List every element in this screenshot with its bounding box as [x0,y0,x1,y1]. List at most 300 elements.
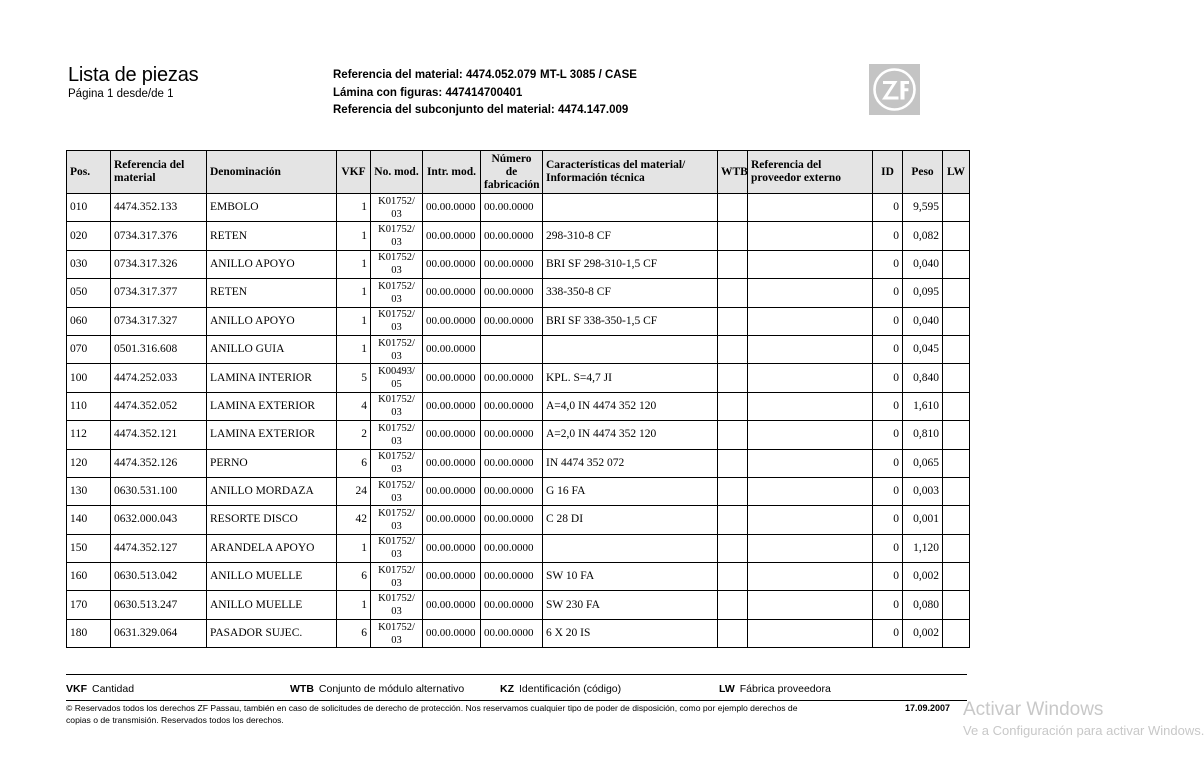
cell-numero-fabricacion: 00.00.0000 [481,449,543,477]
cell-no-mod-line2: 03 [391,492,402,504]
cell-peso: 0,065 [903,449,943,477]
table-row [67,194,970,222]
cell-numero-fabricacion: 00.00.0000 [481,392,543,420]
cell-pos: 100 [67,364,111,392]
cell-denominacion: RETEN [207,279,337,307]
cell-wtb [718,421,748,449]
cell-vkf: 42 [337,506,371,534]
cell-denominacion: LAMINA EXTERIOR [207,392,337,420]
parts-list-table [66,150,970,648]
cell-denominacion: PERNO [207,449,337,477]
cell-material-ref: 0632.000.043 [111,506,207,534]
cell-wtb [718,449,748,477]
cell-material-ref: 4474.352.133 [111,194,207,222]
cell-proveedor [748,194,873,222]
cell-id: 0 [873,194,903,222]
col-header-vkf [337,151,371,194]
col-header-pos [67,151,111,194]
col-header-proveedor-line1: Referencia del [751,159,822,171]
cell-no-mod-line1: K01752/ [378,422,415,434]
cell-id: 0 [873,335,903,363]
cell-no-mod-line1: K01752/ [378,536,415,548]
cell-lw [943,477,970,505]
cell-pos: 010 [67,194,111,222]
cell-id: 0 [873,364,903,392]
cell-id: 0 [873,307,903,335]
cell-lw [943,449,970,477]
cell-numero-fabricacion: 00.00.0000 [481,619,543,647]
table-body [67,194,970,648]
cell-peso: 0,840 [903,364,943,392]
cell-denominacion: EMBOLO [207,194,337,222]
cell-no-mod-line2: 03 [391,237,402,249]
material-reference-label: Referencia del material: 4474.052.079 [333,69,537,81]
cell-intr-mod: 00.00.0000 [423,619,481,647]
cell-wtb [718,335,748,363]
cell-caracteristicas: BRI SF 338-350-1,5 CF [543,307,718,335]
cell-no-mod-line2: 03 [391,322,402,334]
cell-no-mod-line2: 03 [391,435,402,447]
cell-pos: 130 [67,477,111,505]
cell-vkf: 5 [337,364,371,392]
cell-peso: 0,040 [903,250,943,278]
cell-numero-fabricacion: 00.00.0000 [481,194,543,222]
copyright-notice [66,703,896,726]
cell-intr-mod: 00.00.0000 [423,449,481,477]
table-row [67,307,970,335]
cell-no-mod [371,307,423,335]
cell-denominacion: PASADOR SUJEC. [207,619,337,647]
cell-numero-fabricacion: 00.00.0000 [481,477,543,505]
cell-vkf: 1 [337,307,371,335]
cell-proveedor [748,477,873,505]
cell-lw [943,279,970,307]
cell-no-mod [371,477,423,505]
cell-peso: 0,810 [903,421,943,449]
cell-vkf: 6 [337,563,371,591]
cell-no-mod [371,364,423,392]
cell-numero-fabricacion: 00.00.0000 [481,563,543,591]
table-row [67,477,970,505]
legend-code-lw: LW [719,683,735,695]
cell-no-mod-line1: K01752/ [378,451,415,463]
cell-id: 0 [873,506,903,534]
col-header-id-label: ID [881,165,894,178]
cell-vkf: 1 [337,591,371,619]
cell-lw [943,335,970,363]
cell-pos: 020 [67,222,111,250]
col-header-proveedor [748,151,873,194]
table-row [67,421,970,449]
cell-no-mod-line2: 03 [391,208,402,220]
cell-material-ref: 4474.352.121 [111,421,207,449]
cell-intr-mod: 00.00.0000 [423,477,481,505]
cell-peso: 0,002 [903,619,943,647]
col-header-proveedor-line2: proveedor externo [751,172,841,184]
cell-caracteristicas: G 16 FA [543,477,718,505]
col-header-caracteristicas-line1: Características del material/ [546,159,686,171]
col-header-wtb-label: WTB [721,165,748,178]
cell-material-ref: 0734.317.376 [111,222,207,250]
cell-numero-fabricacion: 00.00.0000 [481,591,543,619]
cell-peso: 0,001 [903,506,943,534]
cell-pos: 110 [67,392,111,420]
cell-proveedor [748,506,873,534]
cell-intr-mod: 00.00.0000 [423,506,481,534]
cell-lw [943,392,970,420]
cell-numero-fabricacion [481,335,543,363]
col-header-numero-fabricacion-line2: de [505,165,518,178]
cell-intr-mod: 00.00.0000 [423,534,481,562]
cell-numero-fabricacion: 00.00.0000 [481,250,543,278]
cell-wtb [718,534,748,562]
cell-pos: 030 [67,250,111,278]
cell-caracteristicas: BRI SF 298-310-1,5 CF [543,250,718,278]
legend-item-vkf [66,682,134,696]
cell-no-mod-line2: 03 [391,407,402,419]
cell-id: 0 [873,619,903,647]
windows-activation-watermark [963,698,1204,740]
cell-material-ref: 0501.316.608 [111,335,207,363]
cell-lw [943,250,970,278]
cell-vkf: 1 [337,335,371,363]
cell-no-mod [371,506,423,534]
cell-intr-mod: 00.00.0000 [423,279,481,307]
cell-material-ref: 4474.352.127 [111,534,207,562]
legend-item-kz [500,682,621,696]
cell-no-mod-line1: K01752/ [378,621,415,633]
cell-no-mod-line1: K01752/ [378,309,415,321]
cell-id: 0 [873,279,903,307]
cell-numero-fabricacion: 00.00.0000 [481,279,543,307]
cell-no-mod-line2: 03 [391,265,402,277]
cell-peso: 0,045 [903,335,943,363]
cell-intr-mod: 00.00.0000 [423,392,481,420]
cell-peso: 1,120 [903,534,943,562]
cell-proveedor [748,335,873,363]
cell-material-ref: 4474.252.033 [111,364,207,392]
cell-wtb [718,392,748,420]
cell-caracteristicas: 298-310-8 CF [543,222,718,250]
cell-wtb [718,279,748,307]
cell-material-ref: 0630.513.247 [111,591,207,619]
cell-numero-fabricacion: 00.00.0000 [481,506,543,534]
cell-vkf: 4 [337,392,371,420]
cell-intr-mod: 00.00.0000 [423,222,481,250]
cell-material-ref: 4474.352.126 [111,449,207,477]
cell-proveedor [748,563,873,591]
cell-wtb [718,477,748,505]
cell-numero-fabricacion: 00.00.0000 [481,364,543,392]
col-header-vkf-label: VKF [341,165,366,178]
cell-no-mod-line1: K01752/ [378,394,415,406]
material-reference-line [333,67,637,85]
cell-material-ref: 0630.513.042 [111,563,207,591]
cell-no-mod [371,534,423,562]
table-row [67,335,970,363]
cell-wtb [718,222,748,250]
table-header-row [67,151,970,194]
cell-peso: 0,003 [903,477,943,505]
cell-wtb [718,506,748,534]
col-header-peso [903,151,943,194]
cell-no-mod [371,421,423,449]
cell-no-mod-line2: 03 [391,577,402,589]
cell-no-mod [371,449,423,477]
cell-no-mod [371,222,423,250]
cell-caracteristicas: 6 X 20 IS [543,619,718,647]
cell-proveedor [748,534,873,562]
table-row [67,591,970,619]
cell-no-mod-line1: K01752/ [378,195,415,207]
cell-id: 0 [873,222,903,250]
cell-no-mod [371,591,423,619]
col-header-lw [943,151,970,194]
cell-pos: 180 [67,619,111,647]
cell-no-mod-line2: 03 [391,293,402,305]
table-row [67,449,970,477]
cell-denominacion: ARANDELA APOYO [207,534,337,562]
cell-lw [943,506,970,534]
cell-wtb [718,194,748,222]
cell-caracteristicas: 338-350-8 CF [543,279,718,307]
legend-text-wtb: Conjunto de módulo alternativo [318,683,465,695]
cell-vkf: 24 [337,477,371,505]
cell-pos: 120 [67,449,111,477]
cell-intr-mod: 00.00.0000 [423,250,481,278]
col-header-denominacion-label: Denominación [210,165,281,178]
table-row [67,250,970,278]
cell-numero-fabricacion: 00.00.0000 [481,534,543,562]
cell-caracteristicas: SW 10 FA [543,563,718,591]
cell-peso: 0,095 [903,279,943,307]
cell-no-mod-line1: K01752/ [378,507,415,519]
col-header-wtb [718,151,748,194]
cell-intr-mod: 00.00.0000 [423,591,481,619]
col-header-numero-fabricacion [481,151,543,194]
cell-lw [943,619,970,647]
cell-lw [943,222,970,250]
cell-wtb [718,619,748,647]
cell-peso: 9,595 [903,194,943,222]
cell-no-mod-line1: K01752/ [378,280,415,292]
cell-caracteristicas [543,194,718,222]
page-title: Lista de piezas [68,64,199,86]
cell-denominacion: ANILLO APOYO [207,250,337,278]
cell-caracteristicas [543,534,718,562]
cell-denominacion: ANILLO GUIA [207,335,337,363]
cell-no-mod-line2: 03 [391,464,402,476]
cell-pos: 060 [67,307,111,335]
cell-peso: 0,080 [903,591,943,619]
cell-vkf: 2 [337,421,371,449]
copyright-line-1: © Reservados todos los derechos ZF Passau, también en caso de solicitudes de derecho de protección. Nos reservamos cualquier tipo de poder de disposición, como por ejemplo derechos de [66,703,798,713]
col-header-lw-label: LW [946,165,966,178]
cell-vkf: 1 [337,250,371,278]
table-row [67,619,970,647]
cell-lw [943,194,970,222]
cell-no-mod-line1: K01752/ [378,564,415,576]
col-header-numero-fabricacion-line3: fabricación [484,178,540,191]
cell-lw [943,591,970,619]
cell-no-mod [371,335,423,363]
cell-vkf: 6 [337,449,371,477]
col-header-caracteristicas-line2: Información técnica [546,172,645,184]
table-row [67,364,970,392]
cell-no-mod [371,279,423,307]
cell-no-mod-line1: K01752/ [378,224,415,236]
cell-no-mod-line2: 03 [391,520,402,532]
cell-material-ref: 4474.352.052 [111,392,207,420]
cell-no-mod [371,194,423,222]
cell-wtb [718,591,748,619]
cell-intr-mod: 00.00.0000 [423,563,481,591]
cell-no-mod-line2: 03 [391,549,402,561]
legend-item-lw [719,682,831,696]
cell-pos: 150 [67,534,111,562]
cell-id: 0 [873,563,903,591]
table-row [67,222,970,250]
cell-pos: 170 [67,591,111,619]
cell-id: 0 [873,250,903,278]
col-header-pos-label: Pos. [70,165,91,178]
cell-peso: 0,040 [903,307,943,335]
cell-id: 0 [873,449,903,477]
cell-denominacion: LAMINA INTERIOR [207,364,337,392]
cell-intr-mod: 00.00.0000 [423,335,481,363]
cell-no-mod [371,563,423,591]
cell-id: 0 [873,534,903,562]
table-row [67,563,970,591]
cell-vkf: 1 [337,222,371,250]
table-row [67,279,970,307]
cell-proveedor [748,222,873,250]
cell-pos: 140 [67,506,111,534]
cell-no-mod-line1: K01752/ [378,252,415,264]
activation-title: Activar Windows [963,699,1104,720]
footer-divider-top [66,674,967,675]
col-header-no-mod [371,151,423,194]
cell-pos: 050 [67,279,111,307]
cell-material-ref: 0734.317.326 [111,250,207,278]
cell-id: 0 [873,477,903,505]
col-header-material-ref-line1: Referencia del [114,159,185,171]
cell-vkf: 1 [337,279,371,307]
cell-intr-mod: 00.00.0000 [423,194,481,222]
footer-legend [66,682,967,698]
cell-caracteristicas: A=4,0 IN 4474 352 120 [543,392,718,420]
col-header-no-mod-label: No. mod. [374,165,419,178]
cell-no-mod-line2: 03 [391,350,402,362]
cell-denominacion: LAMINA EXTERIOR [207,421,337,449]
cell-no-mod [371,392,423,420]
cell-caracteristicas: KPL. S=4,7 JI [543,364,718,392]
cell-caracteristicas: SW 230 FA [543,591,718,619]
legend-text-kz: Identificación (código) [519,683,622,695]
cell-proveedor [748,392,873,420]
cell-vkf: 1 [337,534,371,562]
cell-no-mod-line2: 03 [391,606,402,618]
cell-id: 0 [873,591,903,619]
col-header-intr-mod [423,151,481,194]
cell-no-mod-line1: K01752/ [378,593,415,605]
cell-numero-fabricacion: 00.00.0000 [481,421,543,449]
cell-caracteristicas: A=2,0 IN 4474 352 120 [543,421,718,449]
page-subtitle: Página 1 desde/de 1 [68,88,174,100]
copyright-line-2: copias o de transmisión. Reservados todos los derechos. [66,714,284,725]
cell-intr-mod: 00.00.0000 [423,421,481,449]
cell-denominacion: RESORTE DISCO [207,506,337,534]
cell-denominacion: RETEN [207,222,337,250]
cell-peso: 0,002 [903,563,943,591]
cell-denominacion: ANILLO MORDAZA [207,477,337,505]
cell-id: 0 [873,392,903,420]
cell-proveedor [748,619,873,647]
table-row [67,392,970,420]
col-header-id [873,151,903,194]
cell-proveedor [748,591,873,619]
legend-code-kz: KZ [500,683,514,695]
cell-proveedor [748,307,873,335]
figure-sheet-line: Lámina con figuras: 447414700401 [333,86,523,99]
col-header-peso-label: Peso [911,165,934,178]
table-row [67,534,970,562]
cell-peso: 1,610 [903,392,943,420]
cell-proveedor [748,421,873,449]
cell-lw [943,534,970,562]
cell-caracteristicas [543,335,718,363]
footer-divider-bottom [66,700,967,701]
cell-numero-fabricacion: 00.00.0000 [481,222,543,250]
cell-pos: 070 [67,335,111,363]
cell-caracteristicas: C 28 DI [543,506,718,534]
col-header-intr-mod-label: Intr. mod. [426,165,477,178]
cell-material-ref: 0630.531.100 [111,477,207,505]
cell-vkf: 1 [337,194,371,222]
activation-subtitle: Ve a Configuración para activar Windows. [963,723,1204,738]
cell-wtb [718,364,748,392]
table-row [67,506,970,534]
cell-lw [943,307,970,335]
cell-no-mod-line2: 05 [391,379,402,391]
cell-proveedor [748,449,873,477]
cell-numero-fabricacion: 00.00.0000 [481,307,543,335]
col-header-material-ref [111,151,207,194]
cell-no-mod-line1: K01752/ [378,479,415,491]
cell-intr-mod: 00.00.0000 [423,307,481,335]
legend-item-wtb [290,682,464,696]
cell-proveedor [748,250,873,278]
cell-vkf: 6 [337,619,371,647]
cell-proveedor [748,364,873,392]
cell-material-ref: 0734.317.377 [111,279,207,307]
cell-proveedor [748,279,873,307]
cell-no-mod-line1: K00493/ [378,366,415,378]
col-header-denominacion [207,151,337,194]
cell-denominacion: ANILLO APOYO [207,307,337,335]
subassembly-reference-line: Referencia del subconjunto del material: 4474.147.009 [333,104,629,116]
document-date: 17.09.2007 [905,703,951,713]
zf-logo [869,64,920,115]
title-block [68,64,198,101]
col-header-numero-fabricacion-line1: Número [491,152,532,165]
legend-text-vkf: Cantidad [92,683,135,695]
cell-pos: 160 [67,563,111,591]
col-header-material-ref-line2: material [114,172,156,184]
cell-pos: 112 [67,421,111,449]
document-header [0,0,1037,140]
cell-material-ref: 0631.329.064 [111,619,207,647]
